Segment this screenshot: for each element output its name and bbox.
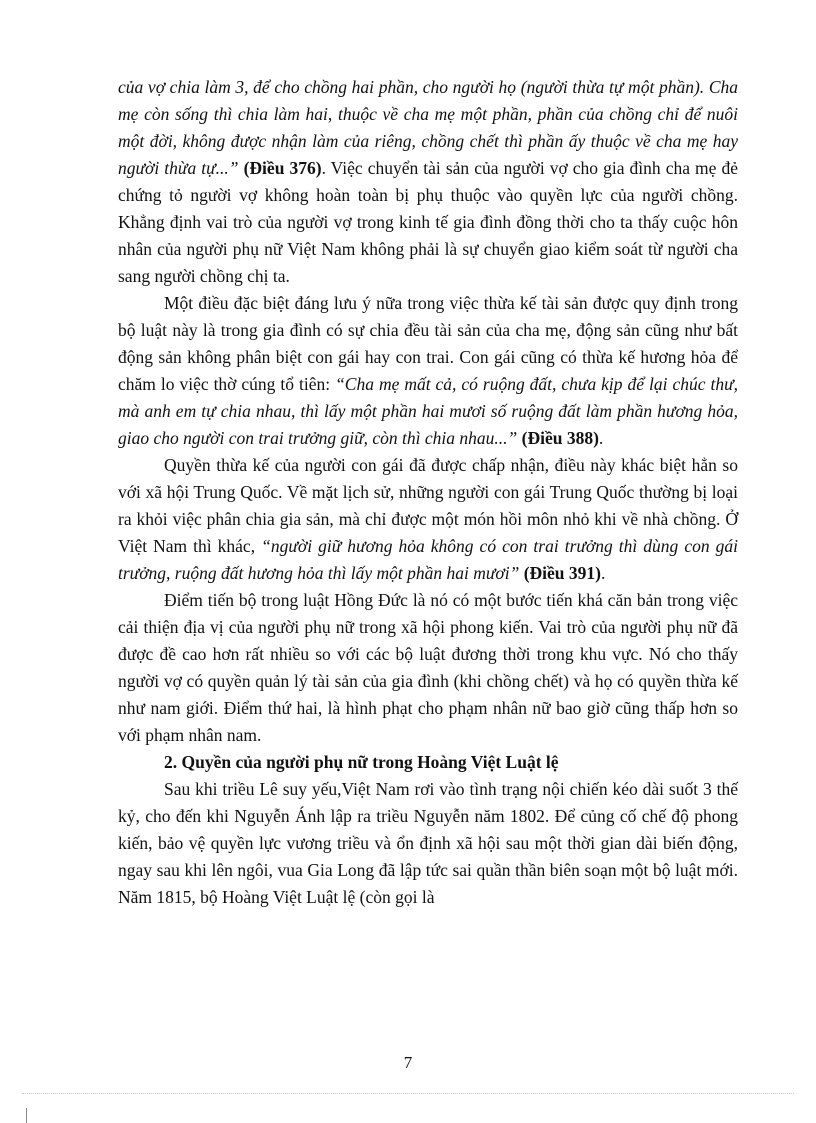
article-reference: (Điều 388) (521, 428, 599, 448)
paragraph-text: Một điều đặc biệt đáng lưu ý nữa trong việc thừa kế tài sản được quy định trong bộ luật này là trong gia đình có sự chia đều tài sản của cha mẹ, động sản cũng như bất động sản không phân biệt con gái hay con trai. Con gái cũng có thừa kế hương hỏa để chăm lo việc thờ cúng tổ tiên: (118, 293, 738, 394)
quote-text: “người giữ hương hỏa không có con trai trưởng thì dùng con gái trưởng, ruộng đất hương hỏa thì lấy một phần hai mươi” (118, 536, 738, 583)
article-reference: (Điều 391) (523, 563, 601, 583)
paragraph-text: . Việc chuyển tài sản của người vợ cho gia đình cha mẹ đẻ chứng tỏ người vợ không hoàn toàn bị phụ thuộc vào quyền lực của người chồng. Khẳng định vai trò của người vợ trong kinh tế gia đình đồng thời cho ta thấy cuộc hôn nhân của người phụ nữ Việt Nam không phải là sự chuyển giao kiểm soát từ người cha sang người chồng chị ta. (118, 158, 739, 286)
paragraph-3 (118, 452, 738, 587)
paragraph-text: Điểm tiến bộ trong luật Hồng Đức là nó có một bước tiến khá căn bản trong việc cải thiện địa vị của người phụ nữ trong xã hội phong kiến. Vai trò của người phụ nữ đã được đề cao hơn rất nhiều so với các bộ luật đương thời trong khu vực. Nó cho thấy người vợ có quyền quản lý tài sản của gia đình (khi chồng chết) và họ có quyền thừa kế như nam giới. Điểm thứ hai, là hình phạt cho phạm nhân nữ bao giờ cũng thấp hơn so với phạm nhân nam. (118, 590, 738, 745)
section-heading: 2. Quyền của người phụ nữ trong Hoàng Việt Luật lệ (164, 752, 559, 772)
paragraph-end: . (598, 428, 604, 448)
quote-text: của vợ chia làm 3, để cho chồng hai phần, cho người họ (người thừa tự một phần). Cha mẹ còn sống thì chia làm hai, thuộc về cha mẹ một phần, phần của chồng chỉ để nuôi một đời, không được nhận làm của riêng, chồng chết thì phần ấy thuộc về cha mẹ hay người thừa tự...” (118, 77, 738, 178)
paragraph-end: . (600, 563, 606, 583)
paragraph-2 (118, 290, 738, 452)
body-text (118, 74, 738, 911)
page-corner-mark (26, 1108, 27, 1123)
paragraph-1 (118, 74, 738, 290)
paragraph-text: Sau khi triều Lê suy yếu,Việt Nam rơi vào tình trạng nội chiến kéo dài suốt 3 thế kỷ, cho đến khi Nguyễn Ánh lập ra triều Nguyễn năm 1802. Để củng cố chế độ phong kiến, bảo vệ quyền lực vương triều và ổn định xã hội sau một thời gian dài biến động, ngay sau khi lên ngôi, vua Gia Long đã lập tức sai quần thần biên soạn một bộ luật mới. Năm 1815, bộ Hoàng Việt Luật lệ (còn gọi là (118, 779, 738, 907)
article-reference: (Điều 376) (243, 158, 322, 178)
quote-text: “Cha mẹ mất cả, có ruộng đất, chưa kịp để lại chúc thư, mà anh em tự chia nhau, thì lấy một phần hai mươi số ruộng đất làm phần hương hỏa, giao cho người con trai trưởng giữ, còn thì chia nhau...” (118, 374, 738, 448)
paragraph-4 (118, 587, 738, 749)
paragraph-5 (118, 776, 738, 911)
paragraph-text: Quyền thừa kế của người con gái đã được chấp nhận, điều này khác biệt hẳn so với xã hội Trung Quốc. Về mặt lịch sử, những người con gái Trung Quốc thường bị loại ra khỏi việc phân chia gia sản, mà chỉ được một món hồi môn nhỏ khi về nhà chồng. Ở Việt Nam thì khác, (118, 455, 738, 556)
page-bottom-border (22, 1093, 794, 1094)
page-number: 7 (403, 1053, 413, 1072)
